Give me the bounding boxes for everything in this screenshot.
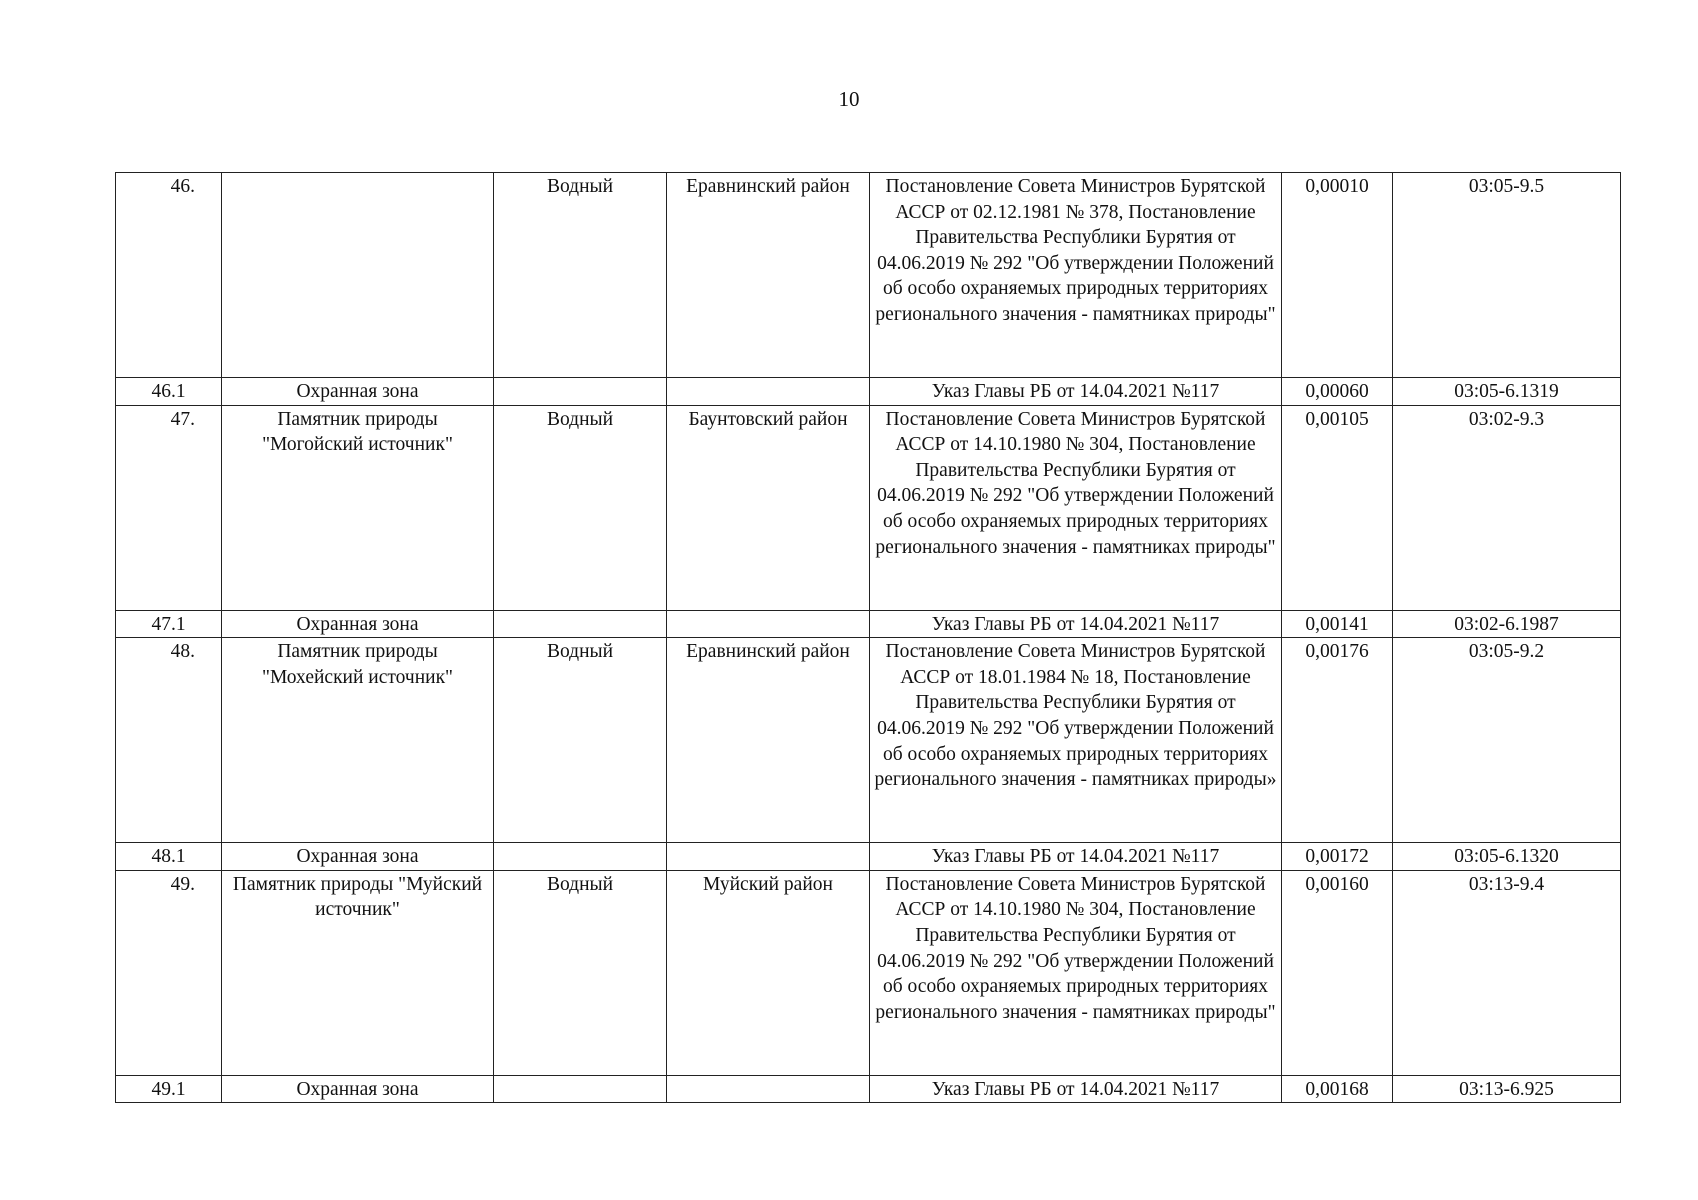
table-row [116,610,1621,638]
row-number: 47.1 [116,610,222,638]
table-row [116,173,1621,378]
object-location: Баунтовский район [667,405,870,610]
area-value: 0,00105 [1282,405,1393,610]
area-value: 0,00168 [1282,1075,1393,1103]
area-value: 0,00141 [1282,610,1393,638]
object-location [667,843,870,871]
object-profile: Водный [494,638,667,843]
object-name: Охранная зона [222,1075,494,1103]
legal-document: Указ Главы РБ от 14.04.2021 №117 [870,378,1282,406]
row-number: 48. [116,638,222,843]
object-name: Памятник природы "Муйский источник" [222,870,494,1075]
row-number: 48.1 [116,843,222,871]
object-profile [494,378,667,406]
object-name: Памятник природы "Могойский источник" [222,405,494,610]
registry-code: 03:05-6.1320 [1393,843,1621,871]
registry-code: 03:05-6.1319 [1393,378,1621,406]
object-profile [494,1075,667,1103]
object-location [667,378,870,406]
object-profile: Водный [494,173,667,378]
table-row [116,843,1621,871]
area-value: 0,00176 [1282,638,1393,843]
registry-code: 03:13-6.925 [1393,1075,1621,1103]
object-location: Еравнинский район [667,173,870,378]
legal-document: Постановление Совета Министров Бурятской АССР от 14.10.1980 № 304, Постановление Правительства Республики Бурятия от 04.06.2019 № 292 "Об утверждении Положений об особо охраняемых природных территориях регионального значения - памятниках природы" [870,405,1282,610]
row-number: 49. [116,870,222,1075]
legal-document: Указ Главы РБ от 14.04.2021 №117 [870,1075,1282,1103]
object-location: Еравнинский район [667,638,870,843]
object-profile: Водный [494,405,667,610]
registry-code: 03:02-9.3 [1393,405,1621,610]
object-location [667,1075,870,1103]
object-name: Охранная зона [222,610,494,638]
object-profile [494,843,667,871]
area-value: 0,00010 [1282,173,1393,378]
object-name: Охранная зона [222,843,494,871]
row-number: 47. [116,405,222,610]
registry-code: 03:02-6.1987 [1393,610,1621,638]
table-row [116,1075,1621,1103]
page-number: 10 [838,87,860,111]
table-row [116,378,1621,406]
object-name: Охранная зона [222,378,494,406]
registry-code: 03:05-9.5 [1393,173,1621,378]
area-value: 0,00060 [1282,378,1393,406]
registry-code: 03:05-9.2 [1393,638,1621,843]
legal-document: Указ Главы РБ от 14.04.2021 №117 [870,843,1282,871]
row-number: 49.1 [116,1075,222,1103]
area-value: 0,00172 [1282,843,1393,871]
legal-document: Постановление Совета Министров Бурятской АССР от 14.10.1980 № 304, Постановление Правительства Республики Бурятия от 04.06.2019 № 292 "Об утверждении Положений об особо охраняемых природных территориях регионального значения - памятниках природы" [870,870,1282,1075]
object-location: Муйский район [667,870,870,1075]
row-number: 46. [116,173,222,378]
object-name: Памятник природы "Мохейский источник" [222,638,494,843]
registry-code: 03:13-9.4 [1393,870,1621,1075]
legal-document: Постановление Совета Министров Бурятской АССР от 18.01.1984 № 18, Постановление Правительства Республики Бурятия от 04.06.2019 № 292 "Об утверждении Положений об особо охраняемых природных территориях регионального значения - памятниках природы» [870,638,1282,843]
object-location [667,610,870,638]
table-row [116,405,1621,610]
table-row [116,870,1621,1075]
area-value: 0,00160 [1282,870,1393,1075]
object-profile [494,610,667,638]
legal-document: Указ Главы РБ от 14.04.2021 №117 [870,610,1282,638]
object-profile: Водный [494,870,667,1075]
object-name [222,173,494,378]
protected-areas-table [115,172,1621,1103]
row-number: 46.1 [116,378,222,406]
legal-document: Постановление Совета Министров Бурятской АССР от 02.12.1981 № 378, Постановление Правительства Республики Бурятия от 04.06.2019 № 292 "Об утверждении Положений об особо охраняемых природных территориях регионального значения - памятниках природы" [870,173,1282,378]
table-row [116,638,1621,843]
